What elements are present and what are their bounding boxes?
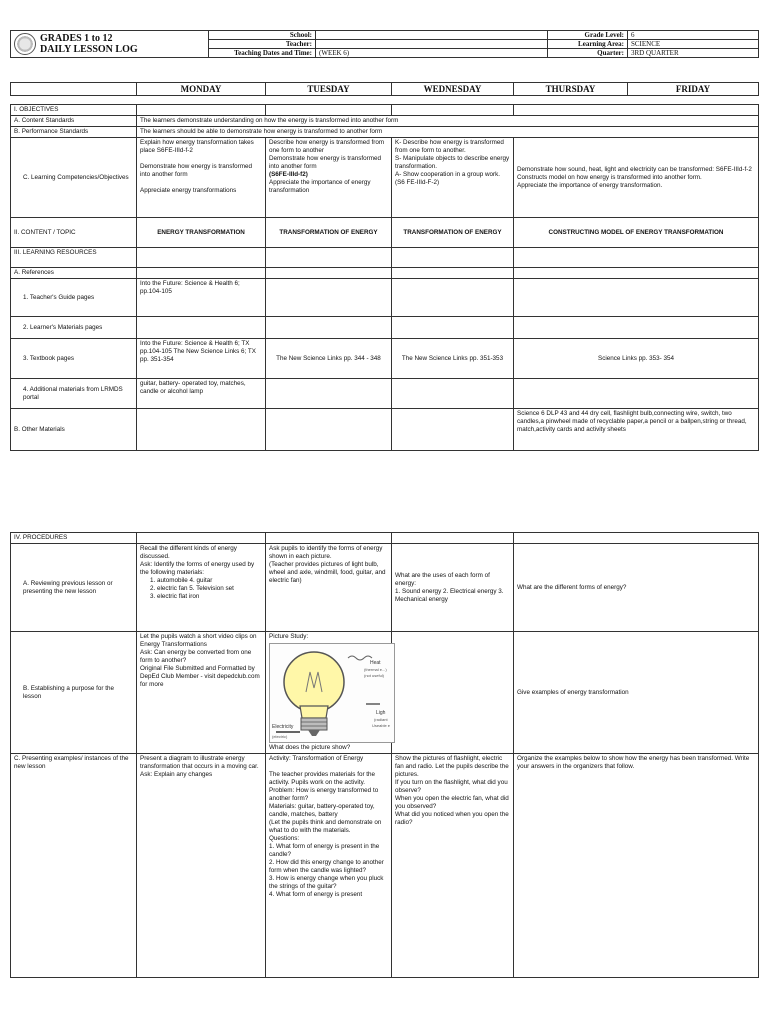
content-standards-text: The learners demonstrate understanding on how the energy is transformed into another form bbox=[137, 116, 759, 127]
purpose-thu: Give examples of energy transformation bbox=[514, 632, 759, 754]
title-line1: GRADES 1 to 12 bbox=[40, 33, 113, 44]
quarter-label: Quarter: bbox=[548, 49, 628, 58]
textbook-thu: Science Links pp. 353- 354 bbox=[514, 339, 759, 379]
competencies-wed: K- Describe how energy is transformed from one form to another. S- Manipulate objects to describe energy transformation. A- Show cooperation in a group work. (S6 FE-IIId-F-2) bbox=[392, 138, 514, 218]
presenting-tue: Activity: Transformation of Energy The teacher provides materials for the activity. Pupils work on the activity. Problem: How is energy transformed to another form? Materials: guitar, battery-operated toy, candle, matches, battery (Let the pupils think and demonstrate on what to do with the materials. Questions: 1. What form of energy is present in the candle? 2. How did this energy change to another form when the candle was lighted? 3. How is energy change when you pluck the strings of the guitar? 4. What form of energy is present bbox=[266, 754, 392, 978]
day-tuesday: TUESDAY bbox=[266, 83, 392, 96]
additional-materials-mon: guitar, battery- operated toy, matches, candle or alcohol lamp bbox=[137, 379, 266, 409]
objectives-table bbox=[10, 104, 759, 451]
presenting-wed: Show the pictures of flashlight, electric fan and radio. Let the pupils describe the pictures. If you turn on the flashlight, what did you observe? When you open the electric fan, what did you observed? What did you noticed when you open the radio? bbox=[392, 754, 514, 978]
content-topic-thu: CONSTRUCTING MODEL OF ENERGY TRANSFORMATION bbox=[514, 218, 759, 248]
pic-label-radiant: (radiant bbox=[374, 717, 388, 722]
area-value: SCIENCE bbox=[628, 40, 759, 49]
grade-label: Grade Level: bbox=[548, 31, 628, 40]
procedures-section: IV. PROCEDURES bbox=[11, 533, 137, 544]
title-line2: DAILY LESSON LOG bbox=[40, 44, 138, 55]
competencies-mon: Explain how energy transformation takes place S6FE-IIId-f-2 Demonstrate how energy is transformed into another form Appreciate energy transformations bbox=[137, 138, 266, 218]
dates-value: (WEEK 6) bbox=[316, 49, 548, 58]
content-topic-label: II. CONTENT / TOPIC bbox=[11, 218, 137, 248]
presenting-thu: Organize the examples below to show how the energy has been transformed. Write your answers in the organizers that follow. bbox=[514, 754, 759, 978]
content-topic-wed: TRANSFORMATION OF ENERGY bbox=[392, 218, 514, 248]
textbook-label: 3. Textbook pages bbox=[11, 339, 137, 379]
competencies-thu: Demonstrate how sound, heat, light and electricity can be transformed: S6FE-IIId-f-2 Constructs model on how energy is transformed into another form. Appreciate the importance of energy transformation. bbox=[514, 138, 759, 218]
pic-label-thermal: (thermal e...) bbox=[364, 667, 387, 672]
objectives-section: I. OBJECTIVES bbox=[11, 105, 137, 116]
presenting-mon: Present a diagram to illustrate energy transformation that occurs in a moving car. Ask: Explain any changes bbox=[137, 754, 266, 978]
teachers-guide-label: 1. Teacher's Guide pages bbox=[11, 279, 137, 317]
purpose-mon: Let the pupils watch a short video clips on Energy Transformations Ask: Can energy be converted from one form to another? Original File Submitted and Formatted by DepEd Club Member - visit depedclub.com for more bbox=[137, 632, 266, 754]
header-title-cell bbox=[11, 31, 209, 58]
presenting-label: C. Presenting examples/ instances of the new lesson bbox=[11, 754, 137, 978]
pic-label-light: Ligh bbox=[376, 710, 386, 716]
textbook-tue: The New Science Links pp. 344 - 348 bbox=[266, 339, 392, 379]
learners-materials-label: 2. Learner's Materials pages bbox=[11, 317, 137, 339]
other-materials-label: B. Other Materials bbox=[11, 409, 137, 451]
header-table bbox=[10, 30, 759, 58]
area-label: Learning Area: bbox=[548, 40, 628, 49]
performance-standards-text: The learners should be able to demonstrate how energy is transformed to another form bbox=[137, 127, 759, 138]
pic-label-electricity: Electricity bbox=[272, 724, 294, 730]
reviewing-wed: What are the uses of each form of energy: 1. Sound energy 2. Electrical energy 3. Mechanical energy bbox=[392, 544, 514, 632]
day-friday: FRIDAY bbox=[628, 83, 759, 96]
references-label: A. References bbox=[11, 268, 137, 279]
pic-label-notuseful: (not useful) bbox=[364, 673, 385, 678]
day-thursday: THURSDAY bbox=[514, 83, 628, 96]
day-wednesday: WEDNESDAY bbox=[392, 83, 514, 96]
textbook-wed: The New Science Links pp. 351-353 bbox=[392, 339, 514, 379]
content-topic-mon: ENERGY TRANSFORMATION bbox=[137, 218, 266, 248]
pic-label-heat: Heat bbox=[370, 660, 381, 666]
dates-label: Teaching Dates and Time: bbox=[209, 49, 316, 58]
teacher-label: Teacher: bbox=[209, 40, 316, 49]
purpose-tue: Picture Study: Heat (thermal e...) (not useful) Electricity (electric) Ligh (radiant Useable e What does the picture show? bbox=[266, 632, 392, 754]
day-monday: MONDAY bbox=[137, 83, 266, 96]
reviewing-label: A. Reviewing previous lesson or presenting the new lesson bbox=[11, 544, 137, 632]
days-header bbox=[10, 82, 759, 96]
light-bulb-icon bbox=[270, 644, 394, 742]
reviewing-tue: Ask pupils to identify the forms of energy shown in each picture. (Teacher provides pictures of light bulb, wheel and axle, windmill, food, guitar, and electric fan) bbox=[266, 544, 392, 632]
pic-label-useable: Useable e bbox=[372, 723, 391, 728]
deped-seal-icon bbox=[14, 33, 36, 55]
school-value bbox=[316, 31, 548, 40]
school-label: School: bbox=[209, 31, 316, 40]
competencies-label: C. Learning Competencies/Objectives bbox=[11, 138, 137, 218]
other-materials-thu: Science 6 DLP 43 and 44 dry cell, flashlight bulb,connecting wire, switch, two candles,a pinwheel made of recyclable paper,a pencil or a ballpen,string or thread, match,activity cards and activity sheets bbox=[514, 409, 759, 451]
light-bulb-picture bbox=[269, 643, 395, 743]
performance-standards-label: B. Performance Standards bbox=[11, 127, 137, 138]
pic-label-electric: (electric) bbox=[272, 734, 288, 739]
learning-resources-label: III. LEARNING RESOURCES bbox=[11, 248, 137, 268]
purpose-label: B. Establishing a purpose for the lesson bbox=[11, 632, 137, 754]
reviewing-thu: What are the different forms of energy? bbox=[514, 544, 759, 632]
additional-materials-label: 4. Additional materials from LRMDS portal bbox=[11, 379, 137, 409]
textbook-mon: Into the Future: Science & Health 6; TX pp.104-105 The New Science Links 6; TX pp. 351-354 bbox=[137, 339, 266, 379]
reviewing-mon: Recall the different kinds of energy discussed. Ask: Identify the forms of energy used by the following materials: 1. automobile 4. guitar 2. electric fan 5. Television set 3. electric flat iron bbox=[137, 544, 266, 632]
teacher-value bbox=[316, 40, 548, 49]
grade-value: 6 bbox=[628, 31, 759, 40]
competencies-tue: Describe how energy is transformed from one form to another Demonstrate how energy is transformed into another form (S6FE-IIId-f2) Appreciate the importance of energy transformation bbox=[266, 138, 392, 218]
content-topic-tue: TRANSFORMATION OF ENERGY bbox=[266, 218, 392, 248]
teachers-guide-mon: Into the Future: Science & Health 6; pp.104-105 bbox=[137, 279, 266, 317]
content-standards-label: A. Content Standards bbox=[11, 116, 137, 127]
quarter-value: 3RD QUARTER bbox=[628, 49, 759, 58]
days-blank-cell bbox=[11, 83, 137, 96]
procedures-table bbox=[10, 532, 759, 978]
